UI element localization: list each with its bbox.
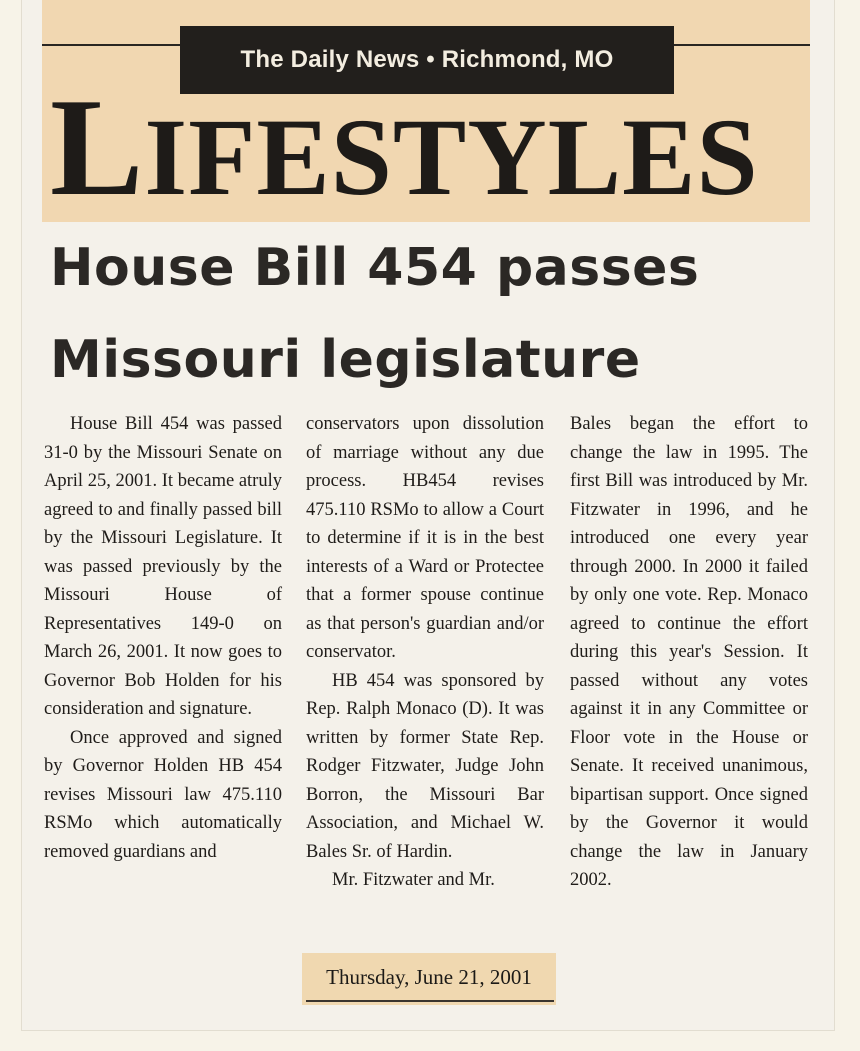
paper-name: The Daily News • Richmond, MO [240,46,614,73]
publication-date: Thursday, June 21, 2001 [326,964,532,989]
article-column-2 [306,410,544,895]
section-title-rest: IFESTYLES [144,96,759,218]
article-headline: House Bill 454 passes Missouri legislature [50,238,700,390]
article-paragraph: conservators upon dissolution of marriage without any due process. HB454 revises 475.110 RSMo to allow a Court to determine if it is in the best interests of a Ward or Protectee that a former spouse continue as that person's guardian and/or conservator. [306,414,544,662]
article-column-3 [570,410,808,895]
article-paragraph: HB 454 was sponsored by Rep. Ralph Monaco (D). It was written by former State Rep. Rodger Fitzwater, Judge John Borron, the Missouri Bar Association, and Michael W. Bales Sr. of Hardin. [306,670,544,862]
article-paragraph: Bales began the effort to change the law in 1995. The first Bill was introduced by Mr. Fitzwater in 1996, and he introduced one every year through 2000. In 2000 it failed by only one vote. Rep. Monaco agreed to continue the effort during this year's Session. It passed without any votes against it in any Committee or Floor vote in the House or Senate. It received unanimous, bipartisan support. Once signed by the Governor it would change the law in January 2002. [570,414,808,890]
article-column-1 [44,410,282,866]
section-title [50,70,800,225]
article-paragraph: Mr. Fitzwater and Mr. [332,870,495,890]
article-paragraph: Once approved and signed by Governor Holden HB 454 revises Missouri law 475.110 RSMo which automatically removed guardians and [44,727,282,862]
section-title-initial: L [50,70,145,225]
article-paragraph: House Bill 454 was passed 31-0 by the Missouri Senate on April 25, 2001. It became atruly agreed to and finally passed bill by the Missouri Legislature. It was passed previously by the Missouri House of Representatives 149-0 on March 26, 2001. It now goes to Governor Bob Holden for his consideration and signature. [44,414,282,719]
date-underline [306,1000,554,1002]
